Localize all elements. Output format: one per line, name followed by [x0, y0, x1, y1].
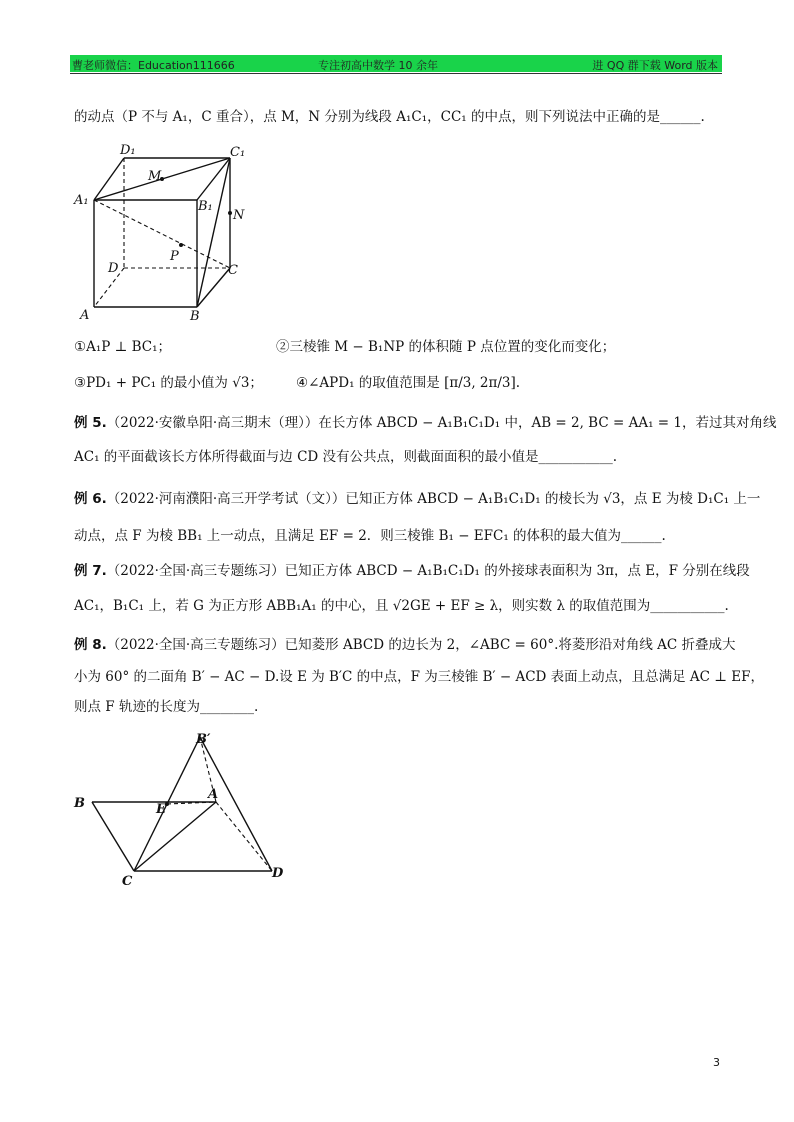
example-5-text-1: （2022·安徽阜阳·高三期末（理））在长方体 ABCD − A₁B₁C₁D₁ 中，AB = 2, BC = AA₁ = 1，若过其对角线	[106, 415, 777, 431]
option-2: ②三棱锥 M − B₁NP 的体积随 P 点位置的变化而变化；	[276, 339, 616, 355]
page-header	[70, 55, 722, 72]
rhombus-figure	[70, 725, 300, 890]
example-8-label: 例 8.	[74, 637, 107, 653]
header-center: 专注初高中数学 10 余年	[318, 59, 438, 72]
label-c1: C₁	[230, 145, 246, 160]
label-m: M	[148, 169, 162, 184]
example-7-label: 例 7.	[74, 563, 107, 579]
example-7-text-1: （2022·全国·高三专题练习）已知正方体 ABCD − A₁B₁C₁D₁ 的外接球表面积为 3π，点 E，F 分别在线段	[106, 563, 750, 579]
example-8-line-2: 小为 60° 的二面角 B′ − AC − D.设 E 为 B′C 的中点，F 为三棱锥 B′ − ACD 表面上动点，且总满足 AC ⊥ EF，	[74, 669, 765, 685]
label-c: C	[228, 263, 238, 278]
page-number: 3	[713, 1056, 720, 1069]
label-a1: A₁	[74, 193, 89, 208]
label-p: P	[170, 249, 179, 264]
label-d: D	[108, 261, 119, 276]
label-a: A	[208, 787, 219, 802]
example-5-line-1	[74, 414, 776, 432]
label-d: D	[272, 866, 284, 881]
label-b: B	[190, 309, 200, 322]
intro-line: 的动点（P 不与 A₁，C 重合），点 M，N 分别为线段 A₁C₁，CC₁ 的中点，则下列说法中正确的是______.	[74, 109, 705, 125]
example-5-label: 例 5.	[74, 415, 107, 431]
example-7-line-1	[74, 562, 750, 580]
example-8-line-3: 则点 F 轨迹的长度为________.	[74, 699, 259, 715]
label-n: N	[233, 208, 245, 223]
label-b: B	[74, 796, 85, 811]
header-divider	[70, 73, 722, 74]
header-right: 进 QQ 群下载 Word 版本	[592, 59, 718, 72]
example-6-label: 例 6.	[74, 491, 107, 507]
label-e: E	[156, 802, 166, 817]
option-1: ①A₁P ⊥ BC₁；	[74, 339, 172, 355]
label-b1: B₁	[198, 199, 213, 214]
label-b-prime: B′	[196, 732, 211, 747]
label-d1: D₁	[120, 143, 136, 158]
example-5-line-2: AC₁ 的平面截该长方体所得截面与边 CD 没有公共点，则截面面积的最小值是___________.	[74, 449, 618, 465]
example-8-line-1	[74, 636, 736, 654]
example-7-line-2: AC₁，B₁C₁ 上，若 G 为正方形 ABB₁A₁ 的中心，且 √2GE + EF ≥ λ，则实数 λ 的取值范围为___________.	[74, 598, 729, 614]
cube-figure	[70, 142, 260, 322]
point-n	[228, 211, 232, 215]
point-p	[179, 243, 183, 247]
example-6-line-1	[74, 490, 760, 508]
example-6-line-2: 动点，点 F 为棱 BB₁ 上一动点，且满足 EF = 2．则三棱锥 B₁ − EFC₁ 的体积的最大值为______.	[74, 528, 666, 544]
option-3: ③PD₁ + PC₁ 的最小值为 √3；	[74, 375, 263, 391]
option-4: ④∠APD₁ 的取值范围是 [π/3, 2π/3].	[296, 375, 521, 391]
example-6-text-1: （2022·河南濮阳·高三开学考试（文））已知正方体 ABCD − A₁B₁C₁D₁ 的棱长为 √3，点 E 为棱 D₁C₁ 上一	[106, 491, 761, 507]
label-a: A	[80, 308, 90, 322]
header-left: 曹老师微信：Education111666	[72, 59, 235, 72]
label-c: C	[122, 874, 133, 889]
example-8-text-1: （2022·全国·高三专题练习）已知菱形 ABCD 的边长为 2，∠ABC = 60°.将菱形沿对角线 AC 折叠成大	[106, 637, 736, 653]
